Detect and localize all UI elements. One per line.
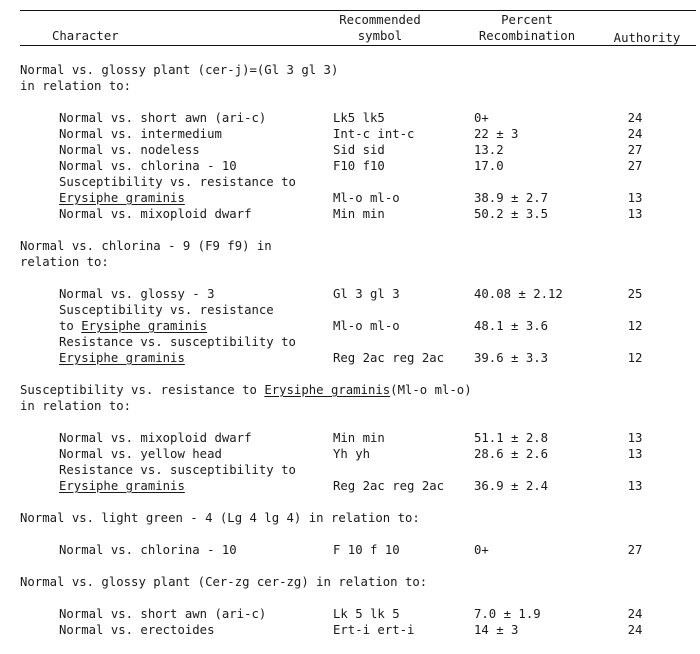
character-cell: Normal vs. mixoploid dwarf (59, 207, 252, 221)
symbol-cell: Min min (333, 207, 385, 221)
table-row (0, 430, 700, 446)
percent-cell: 0+ (474, 111, 489, 125)
table-row (0, 158, 700, 174)
header-symbol-line1: Recommended (339, 13, 421, 27)
section-heading (0, 254, 700, 270)
authority-cell: 12 (627, 351, 643, 365)
section-heading (0, 398, 700, 414)
table-row (0, 478, 700, 494)
percent-cell: 39.6 ± 3.3 (474, 351, 549, 365)
section-heading-text: Normal vs. light green - 4 (Lg 4 lg 4) in relation to: (20, 511, 420, 525)
section-heading-text: Normal vs. glossy plant (Cer-zg cer-zg) in relation to: (20, 575, 428, 589)
character-cell (59, 350, 185, 366)
table-row (0, 462, 700, 478)
character-cell: Normal vs. short awn (ari-c) (59, 607, 267, 621)
symbol-cell: Ert-i ert-i (333, 623, 415, 637)
authority-cell: 24 (627, 623, 643, 637)
symbol-cell: Reg 2ac reg 2ac (333, 479, 445, 493)
percent-cell: 0+ (474, 543, 489, 557)
table-row (0, 606, 700, 622)
species-name: Erysiphe graminis (264, 383, 391, 397)
header-authority-label: Authority (613, 31, 681, 45)
table-row (0, 126, 700, 142)
character-cell: Normal vs. nodeless (59, 143, 200, 157)
symbol-cell: F 10 f 10 (333, 543, 400, 557)
percent-cell: 17.0 (474, 159, 504, 173)
character-cell: Normal vs. chlorina - 10 (59, 543, 237, 557)
authority-cell: 27 (627, 543, 643, 557)
section-text-post: (Ml-o ml-o) (390, 383, 472, 397)
header-percent-line2: Recombination (478, 29, 576, 43)
character-cell: Susceptibility vs. resistance (59, 303, 274, 317)
authority-cell: 25 (627, 287, 643, 301)
table-row (0, 318, 700, 334)
symbol-cell: Min min (333, 431, 385, 445)
header-bottom-rule (20, 45, 696, 46)
authority-cell: 27 (627, 143, 643, 157)
percent-cell: 38.9 ± 2.7 (474, 191, 549, 205)
character-cell (59, 478, 185, 494)
symbol-cell: Lk5 lk5 (333, 111, 385, 125)
header-character-label: Character (52, 29, 119, 43)
table-top-rule (20, 10, 696, 11)
percent-cell: 40.08 ± 2.12 (474, 287, 563, 301)
percent-cell: 48.1 ± 3.6 (474, 319, 549, 333)
table-row (0, 350, 700, 366)
table-row (0, 446, 700, 462)
section-heading-text: Normal vs. chlorina - 9 (F9 f9) in (20, 239, 272, 253)
symbol-cell: Lk 5 lk 5 (333, 607, 400, 621)
percent-cell: 36.9 ± 2.4 (474, 479, 549, 493)
table-row (0, 622, 700, 638)
species-name: Erysiphe graminis (81, 319, 208, 333)
table-row (0, 190, 700, 206)
percent-cell: 14 ± 3 (474, 623, 519, 637)
percent-cell: 7.0 ± 1.9 (474, 607, 541, 621)
character-cell: Normal vs. mixoploid dwarf (59, 431, 252, 445)
percent-cell: 13.2 (474, 143, 504, 157)
symbol-cell: Reg 2ac reg 2ac (333, 351, 445, 365)
table-row (0, 302, 700, 318)
authority-cell: 24 (627, 127, 643, 141)
authority-cell: 13 (627, 479, 643, 493)
authority-cell: 13 (627, 207, 643, 221)
authority-cell: 27 (627, 159, 643, 173)
character-text-pre: to (59, 319, 82, 333)
percent-cell: 50.2 ± 3.5 (474, 207, 549, 221)
character-cell: Normal vs. erectoides (59, 623, 215, 637)
percent-cell: 51.1 ± 2.8 (474, 431, 549, 445)
symbol-cell: Ml-o ml-o (333, 319, 400, 333)
table-row (0, 542, 700, 558)
header-symbol (322, 12, 438, 44)
authority-cell: 12 (627, 319, 643, 333)
section-heading (0, 382, 700, 398)
table-row (0, 110, 700, 126)
symbol-cell: Ml-o ml-o (333, 191, 400, 205)
authority-cell: 13 (627, 431, 643, 445)
character-cell: Normal vs. chlorina - 10 (59, 159, 237, 173)
percent-cell: 28.6 ± 2.6 (474, 447, 549, 461)
section-heading (0, 78, 700, 94)
species-name: Erysiphe graminis (59, 479, 185, 493)
symbol-cell: Gl 3 gl 3 (333, 287, 400, 301)
character-cell (59, 190, 185, 206)
symbol-cell: Yh yh (333, 447, 371, 461)
character-cell: Resistance vs. susceptibility to (59, 335, 296, 349)
section-text-pre: Susceptibility vs. resistance to (20, 383, 265, 397)
header-percent (466, 12, 588, 44)
character-cell: Normal vs. intermedium (59, 127, 222, 141)
table-row (0, 334, 700, 350)
symbol-cell: Int-c int-c (333, 127, 415, 141)
section-heading (0, 510, 700, 526)
table-row (0, 142, 700, 158)
percent-cell: 22 ± 3 (474, 127, 519, 141)
section-heading-text: in relation to: (20, 399, 132, 413)
character-cell: Normal vs. yellow head (59, 447, 222, 461)
section-heading-text: relation to: (20, 255, 109, 269)
character-cell: Susceptibility vs. resistance to (59, 175, 296, 189)
character-cell: Resistance vs. susceptibility to (59, 463, 296, 477)
authority-cell: 13 (627, 447, 643, 461)
symbol-cell: Sid sid (333, 143, 385, 157)
header-symbol-line2: symbol (357, 29, 403, 43)
header-character (52, 28, 119, 44)
table-row (0, 286, 700, 302)
table-row (0, 174, 700, 190)
species-name: Erysiphe graminis (59, 351, 185, 365)
section-heading-text (20, 382, 472, 398)
authority-cell: 24 (627, 111, 643, 125)
header-authority (604, 30, 690, 46)
character-cell (59, 318, 207, 334)
symbol-cell: F10 f10 (333, 159, 385, 173)
character-cell: Normal vs. glossy - 3 (59, 287, 215, 301)
section-heading (0, 574, 700, 590)
character-cell: Normal vs. short awn (ari-c) (59, 111, 267, 125)
section-heading (0, 62, 700, 78)
section-heading-text: in relation to: (20, 79, 132, 93)
authority-cell: 13 (627, 191, 643, 205)
authority-cell: 24 (627, 607, 643, 621)
species-name: Erysiphe graminis (59, 191, 185, 205)
table-row (0, 206, 700, 222)
section-heading-text: Normal vs. glossy plant (cer-j)=(Gl 3 gl 3) (20, 63, 339, 77)
header-percent-line1: Percent (501, 13, 553, 27)
section-heading (0, 238, 700, 254)
